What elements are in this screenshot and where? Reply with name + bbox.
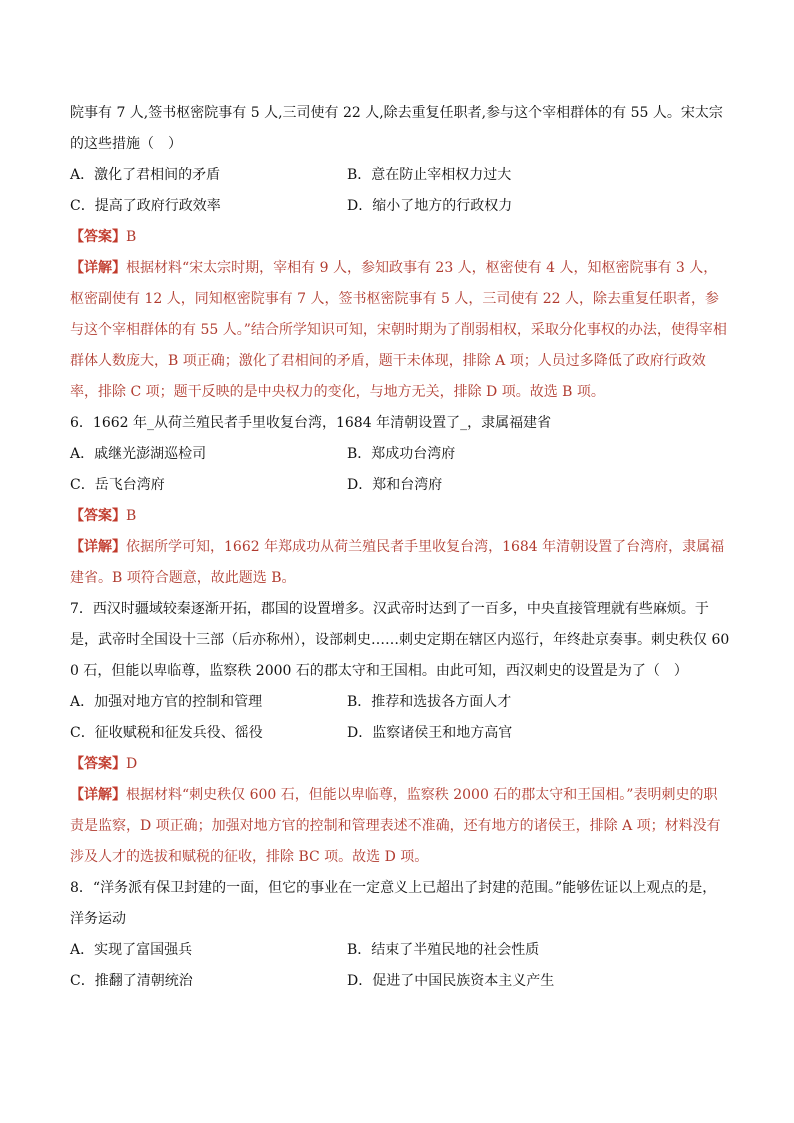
q7-stem: 7．西汉时疆域较秦逐渐开拓，郡国的设置增多。汉武帝时达到了一百多，中央直接管理就有些麻烦。于是，武帝时全国设十三部（后亦称州），设部刺史……刺史定期在辖区内巡行，年终赴京奏事。刺史秩仅 600 石，但能以卑临尊，监察秩 2000 石的郡太守和王国相。由此可知，西汉刺史的设置是为了（ ） — [70, 601, 730, 679]
q8-stem: 8．“洋务派有保卫封建的一面，但它的事业在一定意义上已超出了封建的范围。”能够佐证以上观点的是，洋务运动 — [70, 880, 717, 927]
q5-detail — [70, 253, 730, 408]
detail-text: 根据材料“宋太宗时期，宰相有 9 人，参知政事有 23 人，枢密使有 4 人，知枢密院事有 3 人，枢密副使有 12 人，同知枢密院事有 7 人，签书枢密院事有 5 人，三司使有 22 人，除去重复任职者，参与这个宰相群体的有 55 人。”结合所学知识可知，宋朝时期为了削弱相权，采取分化事权的办法，使得宰相群体人数庞大，B 项正确；激化了君相间的矛盾，题干未体现，排除 A 项；人员过多降低了政府行政效率，排除 C 项；题干反映的是中央权力的变化，与地方无关，排除 D 项。故选 B 项。 — [70, 260, 727, 400]
q8-option-c[interactable]: C．推翻了清朝统治 — [70, 973, 193, 989]
q7-options-row-1 — [70, 687, 730, 718]
detail-tag: 【详解】 — [70, 260, 126, 276]
answer-tag: 【答案】 — [70, 756, 126, 772]
answer-tag: 【答案】 — [70, 229, 126, 245]
q6-option-a[interactable]: A．戚继光澎湖巡检司 — [70, 446, 207, 462]
q6-option-b[interactable]: B．郑成功台湾府 — [347, 446, 456, 462]
q7-option-b[interactable]: B．推荐和选拔各方面人才 — [347, 694, 512, 710]
document-page — [70, 98, 730, 997]
q7-answer — [70, 749, 730, 780]
q5-option-a[interactable]: A．激化了君相间的矛盾 — [70, 167, 221, 183]
q7-detail — [70, 780, 730, 873]
q8-options-row-1 — [70, 935, 730, 966]
q5-options-row-2 — [70, 191, 730, 222]
detail-text: 根据材料“刺史秩仅 600 石，但能以卑临尊，监察秩 2000 石的郡太守和王国相。”表明刺史的职责是监察，D 项正确；加强对地方官的控制和管理表述不准确，还有地方的诸侯王，排除 A 项；材料没有涉及人才的选拔和赋税的征收，排除 BC 项。故选 D 项。 — [70, 787, 721, 865]
q6-answer — [70, 501, 730, 532]
q6-options-row-1 — [70, 439, 730, 470]
q5-option-b[interactable]: B．意在防止宰相权力过大 — [347, 167, 512, 183]
q8-option-a[interactable]: A．实现了富国强兵 — [70, 942, 193, 958]
answer-value: D — [126, 756, 138, 772]
q8-option-b[interactable]: B．结束了半殖民地的社会性质 — [347, 942, 540, 958]
q5-answer — [70, 222, 730, 253]
q8-options-row-2 — [70, 966, 730, 997]
q5-option-c[interactable]: C．提高了政府行政效率 — [70, 198, 221, 214]
q5-options-row-1 — [70, 160, 730, 191]
detail-tag: 【详解】 — [70, 539, 126, 555]
detail-tag: 【详解】 — [70, 787, 126, 803]
q6-stem: 6．1662 年_从荷兰殖民者手里收复台湾，1684 年清朝设置了_，隶属福建省 — [70, 415, 552, 431]
q7-option-a[interactable]: A．加强对地方官的控制和管理 — [70, 694, 263, 710]
answer-tag: 【答案】 — [70, 508, 126, 524]
q6-options-row-2 — [70, 470, 730, 501]
q5-stem: 院事有 7 人,签书枢密院事有 5 人,三司使有 22 人,除去重复任职者,参与这个宰相群体的有 55 人。宋太宗的这些措施（ ） — [70, 105, 723, 152]
answer-value: B — [126, 508, 137, 524]
q5-option-d[interactable]: D．缩小了地方的行政权力 — [347, 198, 513, 214]
q6-detail — [70, 532, 730, 594]
q8-option-d[interactable]: D．促进了中国民族资本主义产生 — [347, 973, 555, 989]
q7-options-row-2 — [70, 718, 730, 749]
q6-option-d[interactable]: D．郑和台湾府 — [347, 477, 443, 493]
q7-option-d[interactable]: D．监察诸侯王和地方高官 — [347, 725, 513, 741]
answer-value: B — [126, 229, 137, 245]
detail-text: 依据所学可知，1662 年郑成功从荷兰殖民者手里收复台湾，1684 年清朝设置了台湾府，隶属福建省。B 项符合题意，故此题选 B。 — [70, 539, 725, 586]
q7-option-c[interactable]: C．征收赋税和征发兵役、徭役 — [70, 725, 263, 741]
q6-option-c[interactable]: C．岳飞台湾府 — [70, 477, 165, 493]
